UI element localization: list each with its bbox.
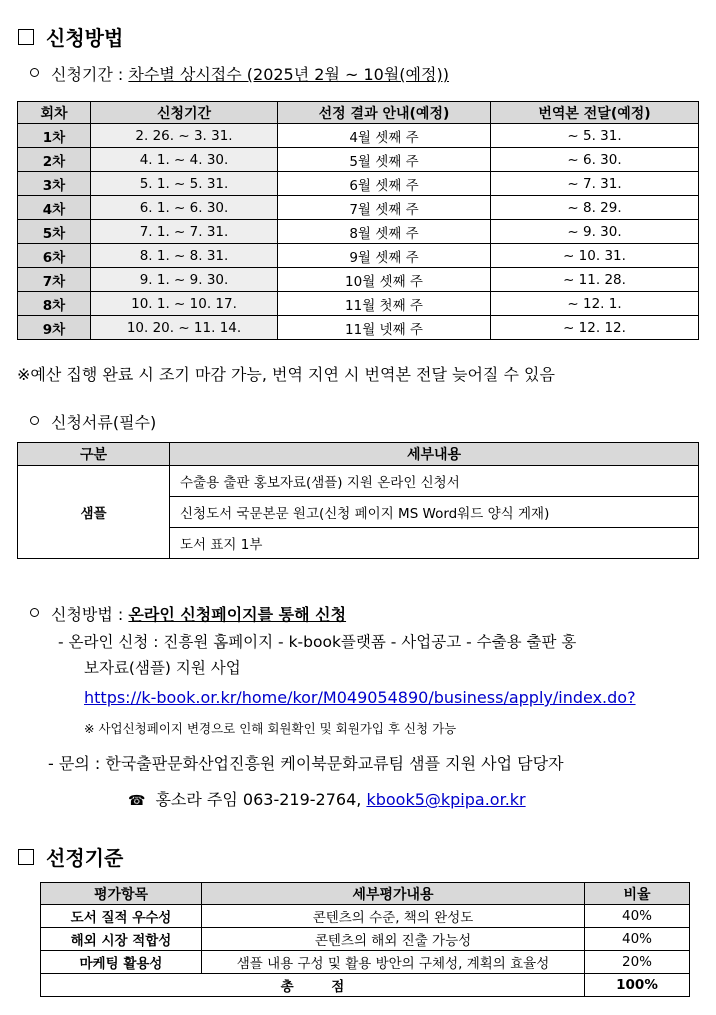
schedule-cell: 11월 첫째 주	[278, 292, 491, 316]
square-bullet-icon	[18, 849, 34, 865]
schedule-cell: 10. 1. ~ 10. 17.	[91, 292, 278, 316]
schedule-cell: 10. 20. ~ 11. 14.	[91, 316, 278, 340]
schedule-cell: 2차	[18, 148, 91, 172]
criteria-table	[40, 882, 690, 997]
apply-page-note: ※ 사업신청페이지 변경으로 인해 회원확인 및 회원가입 후 신청 가능	[84, 721, 457, 736]
schedule-cell: ~ 5. 31.	[491, 124, 699, 148]
documents-category: 샘플	[18, 466, 170, 559]
schedule-cell: 6. 1. ~ 6. 30.	[91, 196, 278, 220]
circle-bullet-icon	[30, 608, 39, 617]
schedule-header-row	[18, 102, 699, 124]
criteria-row	[41, 951, 690, 974]
documents-table	[17, 442, 699, 559]
circle-bullet-icon	[30, 68, 39, 77]
schedule-cell: ~ 6. 30.	[491, 148, 699, 172]
schedule-cell: 9. 1. ~ 9. 30.	[91, 268, 278, 292]
schedule-row	[18, 220, 699, 244]
application-method: 신청방법 : 온라인 신청페이지를 통해 신청	[30, 602, 346, 625]
phone-icon: ☎	[128, 793, 146, 809]
schedule-cell: ~ 9. 30.	[491, 220, 699, 244]
schedule-header-cell: 번역본 전달(예정)	[491, 102, 699, 124]
schedule-cell: 7차	[18, 268, 91, 292]
schedule-cell: 5월 셋째 주	[278, 148, 491, 172]
criteria-cell: 40%	[585, 928, 690, 951]
schedule-header-cell: 신청기간	[91, 102, 278, 124]
documents-item: 도서 표지 1부	[170, 528, 699, 559]
schedule-row	[18, 316, 699, 340]
criteria-cell: 40%	[585, 905, 690, 928]
criteria-cell: 콘텐츠의 수준, 책의 완성도	[202, 905, 585, 928]
schedule-cell: ~ 10. 31.	[491, 244, 699, 268]
email-link[interactable]: kbook5@kpipa.or.kr	[366, 790, 526, 809]
schedule-header-cell: 회차	[18, 102, 91, 124]
section-title-application: 신청방법	[18, 22, 123, 51]
criteria-row	[41, 928, 690, 951]
schedule-row	[18, 292, 699, 316]
schedule-table	[17, 101, 699, 340]
criteria-cell: 해외 시장 적합성	[41, 928, 202, 951]
schedule-cell: 6월 셋째 주	[278, 172, 491, 196]
contact-line: ☎ 홍소라 주임 063-219-2764, kbook5@kpipa.or.kr	[128, 790, 526, 809]
online-application-line: 보자료(샘플) 지원 사업	[84, 659, 241, 677]
schedule-cell: 6차	[18, 244, 91, 268]
documents-item: 신청도서 국문본문 원고(신청 페이지 MS Word워드 양식 게재)	[170, 497, 699, 528]
schedule-cell: 8. 1. ~ 8. 31.	[91, 244, 278, 268]
apply-page-link[interactable]: https://k-book.or.kr/home/kor/M049054890/business/apply/index.do?	[84, 688, 636, 707]
inquiry-line: - 문의 : 한국출판문화산업진흥원 케이북문화교류팀 샘플 지원 사업 담당자	[48, 754, 564, 773]
criteria-cell: 마케팅 활용성	[41, 951, 202, 974]
schedule-cell: 1차	[18, 124, 91, 148]
schedule-cell: 2. 26. ~ 3. 31.	[91, 124, 278, 148]
schedule-cell: 8월 셋째 주	[278, 220, 491, 244]
schedule-row	[18, 148, 699, 172]
documents-item: 수출용 출판 홍보자료(샘플) 지원 온라인 신청서	[170, 466, 699, 497]
schedule-cell: 5차	[18, 220, 91, 244]
schedule-cell: 4. 1. ~ 4. 30.	[91, 148, 278, 172]
schedule-cell: 8차	[18, 292, 91, 316]
square-bullet-icon	[18, 29, 34, 45]
schedule-cell: 4차	[18, 196, 91, 220]
application-period: 신청기간 : 차수별 상시접수 (2025년 2월 ~ 10월(예정))	[30, 62, 449, 85]
schedule-row	[18, 268, 699, 292]
schedule-cell: ~ 11. 28.	[491, 268, 699, 292]
documents-header-category: 구분	[18, 443, 170, 466]
schedule-cell: ~ 8. 29.	[491, 196, 699, 220]
budget-note: ※예산 집행 완료 시 조기 마감 가능, 번역 지연 시 번역본 전달 늦어질 수 있음	[17, 365, 555, 384]
schedule-row	[18, 172, 699, 196]
schedule-row	[18, 124, 699, 148]
criteria-row	[41, 905, 690, 928]
circle-bullet-icon	[30, 416, 39, 425]
criteria-total-value: 100%	[585, 974, 690, 997]
documents-header-details: 세부내용	[170, 443, 699, 466]
schedule-cell: ~ 12. 1.	[491, 292, 699, 316]
criteria-header-details: 세부평가내용	[202, 883, 585, 905]
schedule-row	[18, 244, 699, 268]
schedule-header-cell: 선정 결과 안내(예정)	[278, 102, 491, 124]
criteria-cell: 도서 질적 우수성	[41, 905, 202, 928]
criteria-cell: 콘텐츠의 해외 진출 가능성	[202, 928, 585, 951]
schedule-cell: 4월 셋째 주	[278, 124, 491, 148]
schedule-cell: 10월 셋째 주	[278, 268, 491, 292]
criteria-header-item: 평가항목	[41, 883, 202, 905]
criteria-cell: 20%	[585, 951, 690, 974]
criteria-total-label: 총 점	[41, 974, 585, 997]
schedule-cell: 7월 셋째 주	[278, 196, 491, 220]
schedule-cell: 11월 넷째 주	[278, 316, 491, 340]
criteria-header-ratio: 비율	[585, 883, 690, 905]
schedule-cell: 7. 1. ~ 7. 31.	[91, 220, 278, 244]
section-title-criteria: 선정기준	[18, 842, 123, 871]
schedule-cell: 9월 셋째 주	[278, 244, 491, 268]
schedule-cell: 5. 1. ~ 5. 31.	[91, 172, 278, 196]
criteria-cell: 샘플 내용 구성 및 활용 방안의 구체성, 계획의 효율성	[202, 951, 585, 974]
schedule-cell: 3차	[18, 172, 91, 196]
documents-label: 신청서류(필수)	[30, 410, 156, 433]
schedule-cell: 9차	[18, 316, 91, 340]
schedule-cell: ~ 7. 31.	[491, 172, 699, 196]
online-application-line: - 온라인 신청 : 진흥원 홈페이지 - k-book플랫폼 - 사업공고 - 수출용 출판 홍	[58, 633, 577, 651]
schedule-cell: ~ 12. 12.	[491, 316, 699, 340]
schedule-row	[18, 196, 699, 220]
